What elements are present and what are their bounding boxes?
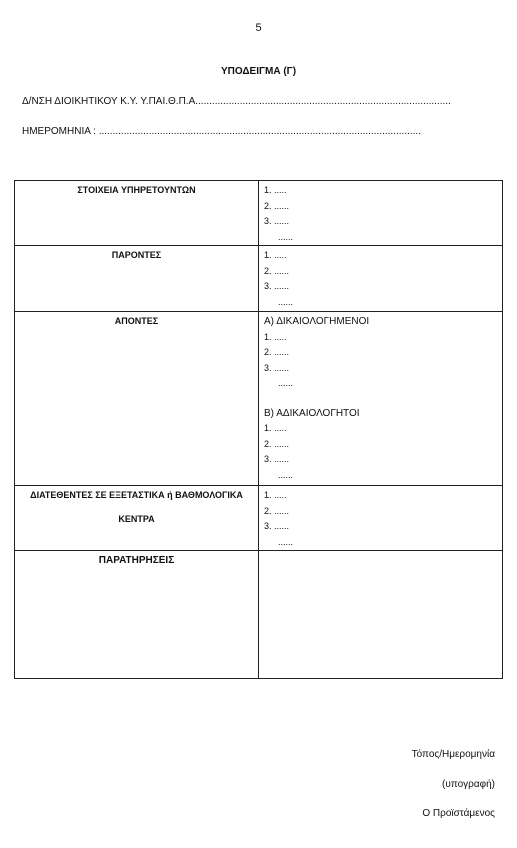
justified-group-title: Α) ΔΙΚΑΙΟΛΟΓΗΜΕΝΟΙ xyxy=(264,316,370,327)
date-line xyxy=(22,126,421,137)
list-item-continuation: ...... xyxy=(278,296,294,307)
list-item: 1. ..... xyxy=(264,490,287,500)
list-item: 1. ..... xyxy=(264,185,287,195)
row-label-notes: ΠΑΡΑΤΗΡΗΣΕΙΣ xyxy=(15,551,259,679)
unjustified-group-title: Β) ΑΔΙΚΑΙΟΛΟΓΗΤΟΙ xyxy=(264,407,360,419)
list-item: 2. ...... xyxy=(264,438,290,449)
directorate-label: Δ/ΝΣΗ ΔΙΟΙΚΗΤΙΚΟΥ Κ.Υ. Υ.ΠΑΙ.Θ.Π.Α xyxy=(22,96,196,107)
row-label-absent: ΑΠΟΝΤΕΣ xyxy=(15,312,259,486)
table-row xyxy=(15,312,503,486)
notes-field[interactable] xyxy=(259,551,503,679)
row-label-present: ΠΑΡΟΝΤΕΣ xyxy=(15,246,259,312)
table-row xyxy=(15,246,503,312)
table-row xyxy=(15,486,503,551)
row-values-absent xyxy=(259,312,503,486)
assigned-centers-label-sub: ΚΕΝΤΡΑ xyxy=(118,514,155,524)
list-item: 3. ...... xyxy=(264,454,290,464)
table-row xyxy=(15,181,503,246)
list-item: 3. ...... xyxy=(264,216,290,226)
list-item: 3. ...... xyxy=(264,362,290,373)
page-number: 5 xyxy=(255,22,262,34)
document-title: ΥΠΟΔΕΙΓΜΑ (Γ) xyxy=(220,66,297,77)
list-item: 3. ...... xyxy=(264,521,290,531)
head-of-department-label: Ο Προϊστάμενος xyxy=(422,808,495,819)
list-item: 2. ...... xyxy=(264,505,290,516)
table-row xyxy=(15,551,503,679)
list-item: 2. ...... xyxy=(264,265,290,276)
row-label-serving-staff: ΣΤΟΙΧΕΙΑ ΥΠΗΡΕΤΟΥΝΤΩΝ xyxy=(15,181,259,246)
list-item: 2. ...... xyxy=(264,347,290,357)
list-item: 1. ..... xyxy=(264,250,287,260)
list-item: 1. ..... xyxy=(264,331,287,342)
signature-label: (υπογραφή) xyxy=(442,779,495,790)
directorate-fill-dots: ............................................................................................ xyxy=(195,96,451,107)
list-item-continuation: ...... xyxy=(278,536,294,547)
date-fill-dots: .................................................................................................................... xyxy=(98,126,421,137)
list-item: 2. ...... xyxy=(264,200,290,211)
row-values-present xyxy=(259,246,503,312)
staff-attendance-table xyxy=(14,180,503,679)
list-item-continuation: ...... xyxy=(278,231,294,242)
place-date-label: Τόπος/Ημερομηνία xyxy=(411,749,495,760)
date-label: ΗΜΕΡΟΜΗΝΙΑ : xyxy=(22,126,96,137)
row-values-serving-staff xyxy=(259,181,503,246)
list-item: 1. ..... xyxy=(264,423,287,433)
group-spacer xyxy=(264,392,502,406)
row-values-assigned-centers xyxy=(259,486,503,551)
row-label-assigned-centers xyxy=(15,486,259,551)
directorate-line xyxy=(22,96,451,107)
list-item: 3. ...... xyxy=(264,281,290,291)
list-item-continuation: ...... xyxy=(278,469,294,480)
assigned-centers-label: ΔΙΑΤΕΘΕΝΤΕΣ ΣΕ ΕΞΕΤΑΣΤΙΚΑ ή ΒΑΘΜΟΛΟΓΙΚΑ xyxy=(30,490,243,500)
list-item-continuation: ...... xyxy=(278,378,294,388)
